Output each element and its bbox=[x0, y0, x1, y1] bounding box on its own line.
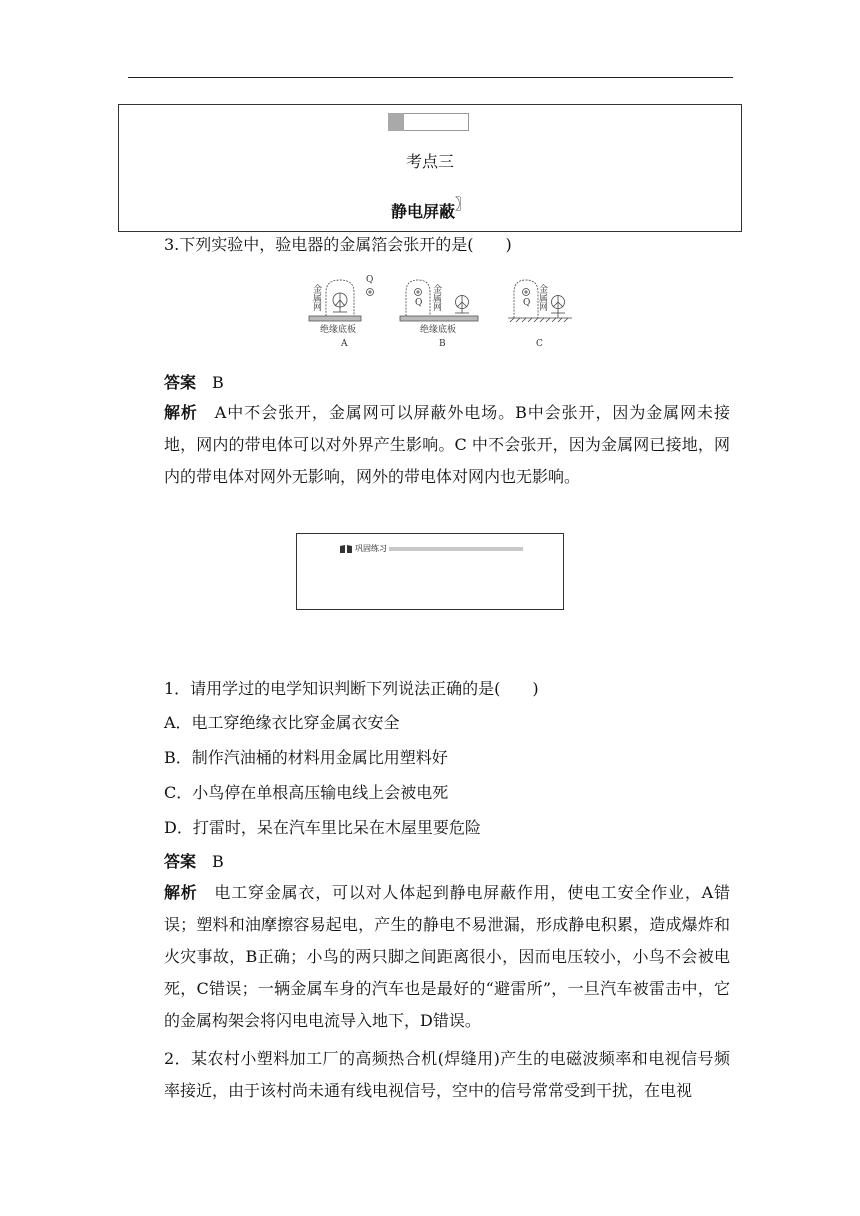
mesh-label-b: 金属网 bbox=[431, 284, 441, 311]
charge-label-b: Q bbox=[415, 298, 423, 308]
section-title: 静电屏蔽 bbox=[390, 202, 455, 221]
option-label-b: B bbox=[439, 339, 446, 349]
q3-stem: 3.下列实验中，验电器的金属箔会张开的是( ) bbox=[164, 235, 512, 254]
q1-option-b: B．制作汽油桶的材料用金属比用塑料好 bbox=[164, 748, 448, 767]
q1-stem: 1．请用学过的电学知识判断下列说法正确的是( ) bbox=[164, 679, 539, 698]
q3-analysis bbox=[164, 397, 730, 493]
section-banner bbox=[388, 113, 474, 131]
answer-label: 答案 bbox=[164, 852, 197, 871]
q1-analysis bbox=[164, 877, 730, 1037]
answer-label: 答案 bbox=[164, 373, 197, 392]
charge-label-a: Q bbox=[366, 275, 374, 285]
mesh-label-a: 金属网 bbox=[311, 284, 321, 311]
analysis-label: 解析 bbox=[164, 403, 198, 422]
header-rule bbox=[128, 77, 733, 78]
base-label-b: 绝缘底板 bbox=[420, 325, 457, 335]
mesh-label-c: 金属网 bbox=[537, 284, 547, 311]
electroscope-figure bbox=[302, 270, 574, 354]
title-bracket: 〗 bbox=[455, 197, 469, 213]
option-label-c: C bbox=[536, 339, 543, 349]
section-heading-box bbox=[118, 104, 742, 232]
book-icon bbox=[339, 544, 353, 554]
base-label-a: 绝缘底板 bbox=[320, 325, 357, 335]
analysis-text: A中不会张开，金属网可以屏蔽外电场。B中会张开，因为金属网未接地，网内的带电体可以对外界产生影响。C 中不会张开，因为金属网已接地，网内的带电体对网外无影响，网外的带电体对网内也无影响。 bbox=[164, 403, 730, 486]
charge-label-c: Q bbox=[523, 298, 531, 308]
exercise-label: 巩固练习 bbox=[355, 544, 387, 553]
analysis-label: 解析 bbox=[164, 883, 198, 902]
q1-option-c: C．小鸟停在单根高压输电线上会被电死 bbox=[164, 783, 449, 802]
exercise-bar bbox=[389, 547, 523, 551]
exercise-banner bbox=[296, 533, 564, 610]
analysis-text: 电工穿金属衣，可以对人体起到静电屏蔽作用，使电工安全作业，A错误；塑料和油摩擦容易起电，产生的静电不易泄漏，形成静电积累，造成爆炸和火灾事故，B正确；小鸟的两只脚之间距离很小，因而电压较小，小鸟不会被电死，C错误；一辆金属车身的汽车也是最好的“避雷所”，一旦汽车被雷击中，它的金属构架会将闪电电流导入地下，D错误。 bbox=[164, 883, 730, 1030]
answer-value: B bbox=[212, 852, 224, 871]
option-label-a: A bbox=[341, 339, 348, 349]
answer-value: B bbox=[212, 373, 224, 392]
q1-option-d: D．打雷时，呆在汽车里比呆在木屋里要危险 bbox=[164, 818, 481, 837]
section-label: 考点三 bbox=[405, 152, 454, 171]
q3-answer bbox=[164, 370, 224, 393]
q2-stem: 2．某农村小塑料加工厂的高频热合机(焊缝用)产生的电磁波频率和电视信号频率接近，由于该村尚未通有线电视信号，空中的信号常常受到干扰，在电视 bbox=[164, 1049, 730, 1100]
q1-option-a: A．电工穿绝缘衣比穿金属衣安全 bbox=[164, 713, 400, 732]
q1-answer bbox=[164, 849, 224, 872]
